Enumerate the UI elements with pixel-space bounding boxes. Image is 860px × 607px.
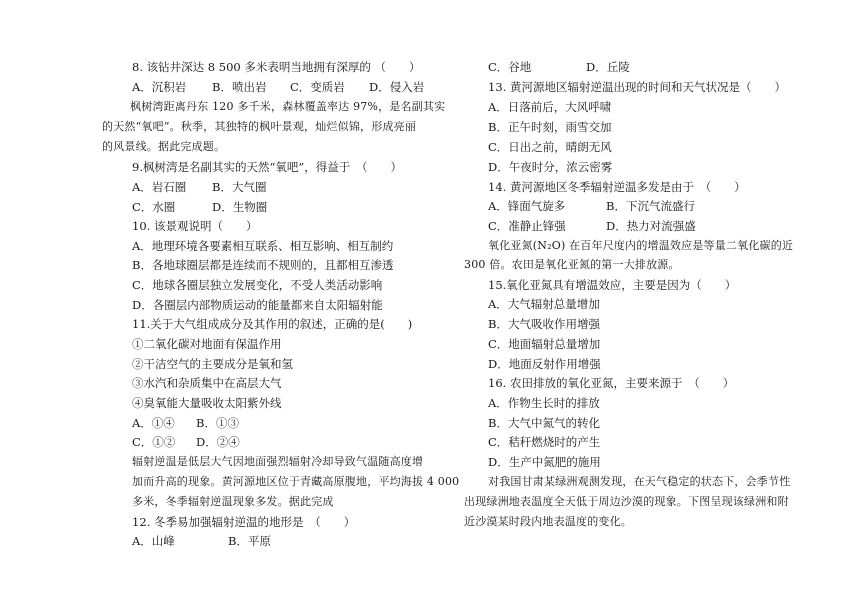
q10-option-c: C．地球各圈层独立发展变化，不受人类活动影响 — [132, 278, 383, 292]
q10-stem: 10. 该景观说明（ ） — [132, 219, 258, 233]
q15-option-c: C．地面辐射总量增加 — [488, 337, 601, 351]
q15-option-a: A．大气辐射总量增加 — [488, 297, 600, 311]
q15-stem: 15.氧化亚氮具有增温效应，主要是因为（ ） — [488, 278, 737, 292]
q11-option-d: D．②④ — [196, 435, 240, 449]
q10-option-d: D．各圈层内部物质运动的能量都来自太阳辐射能 — [132, 298, 383, 312]
passage2-line1: 辐射逆温是低层大气因地面强烈辐射冷却导致气温随高度增 — [132, 455, 424, 468]
passage1-line3: 的风景线。据此完成题。 — [102, 140, 226, 153]
q9-option-c: C．水圈 — [132, 200, 176, 214]
q8-option-c: C．变质岩 — [290, 80, 345, 94]
q9-option-b: B．大气圈 — [212, 180, 267, 194]
q9-stem: 9.枫树湾是名副其实的天然“氧吧”，得益于 （ ） — [132, 160, 402, 174]
q11-statement-2: ②干洁空气的主要成分是氧和氢 — [132, 357, 293, 371]
q12-option-a: A．山峰 — [132, 534, 175, 548]
q16-option-d: D．生产中氮肥的施用 — [488, 455, 601, 469]
q8-option-d: D．侵入岩 — [369, 80, 425, 94]
q12-option-b: B．平原 — [228, 534, 271, 548]
passage2-line3: 多米，冬季辐射逆温现象多发。据此完成 — [132, 495, 334, 508]
q12-stem: 12. 冬季易加强辐射逆温的地形是 （ ） — [132, 515, 356, 529]
q8-option-b: B．喷出岩 — [212, 80, 267, 94]
q13-option-a: A．日落前后，大风呼啸 — [488, 100, 612, 114]
q14-stem: 14. 黄河源地区冬季辐射逆温多发是由于 （ ） — [488, 180, 746, 194]
q9-option-d: D．生物圈 — [212, 200, 268, 214]
q12-option-c: C．谷地 — [488, 60, 532, 74]
q16-stem: 16. 农田排放的氧化亚氮，主要来源于 （ ） — [488, 376, 735, 390]
q14-option-b: B．下沉气流盛行 — [606, 199, 695, 213]
q14-option-c: C．准静止锋强 — [488, 219, 566, 233]
q14-option-a: A．锋面气旋多 — [488, 199, 566, 213]
q13-stem: 13. 黄河源地区辐射逆温出现的时间和天气状况是（ ） — [488, 80, 786, 94]
q11-option-a: A．①④ — [132, 416, 175, 430]
q11-option-b: B．①③ — [196, 416, 239, 430]
passage4-line2: 出现绿洲地表温度全天低于周边沙漠的现象。下图呈现该绿洲和附 — [464, 495, 789, 508]
passage4-line3: 近沙漠某时段内地表温度的变化。 — [464, 515, 632, 528]
q12-option-d: D．丘陵 — [586, 60, 630, 74]
q11-statement-1: ①二氧化碳对地面有保温作用 — [132, 337, 282, 351]
q16-option-b: B．大气中氮气的转化 — [488, 416, 600, 430]
q15-option-d: D．地面反射作用增强 — [488, 357, 601, 371]
q16-option-a: A．作物生长时的排放 — [488, 396, 600, 410]
q11-statement-3: ③水汽和杂质集中在高层大气 — [132, 376, 282, 390]
q10-option-a: A．地理环境各要素相互联系、相互影响、相互制约 — [132, 239, 394, 253]
passage4-line1: 对我国甘肃某绿洲观测发现，在天气稳定的状态下，会季节性 — [488, 475, 791, 488]
q10-option-b: B．各地球圈层都是连续而不规则的，且都相互渗透 — [132, 258, 394, 272]
q16-option-c: C．秸秆燃烧时的产生 — [488, 435, 601, 449]
q9-option-a: A．岩石圈 — [132, 180, 187, 194]
passage1-line1: 枫树湾距离丹东 120 多千米，森林覆盖率达 97%，是名副其实 — [130, 100, 446, 113]
q13-option-c: C．日出之前，晴朗无风 — [488, 140, 612, 154]
passage3-line2: 300 倍。农田是氧化亚氮的第一大排放源。 — [464, 258, 680, 271]
q14-option-d: D．热力对流强盛 — [606, 219, 696, 233]
q11-option-c: C．①② — [132, 435, 176, 449]
q8-stem: 8. 该钻井深达 8 500 多米表明当地拥有深厚的 （ ） — [132, 60, 421, 74]
q13-option-b: B．正午时刻，雨雪交加 — [488, 120, 612, 134]
q11-statement-4: ④臭氧能大量吸收太阳紫外线 — [132, 396, 282, 410]
passage3-line1: 氧化亚氮(N₂O) 在百年尺度内的增温效应是等量二氧化碳的近 — [488, 239, 794, 252]
q8-option-a: A．沉积岩 — [132, 80, 187, 94]
q15-option-b: B．大气吸收作用增强 — [488, 317, 600, 331]
q11-stem: 11.关于大气组成成分及其作用的叙述，正确的是( ) — [132, 317, 413, 331]
passage1-line2: 的天然“氧吧”。秋季，其独特的枫叶景观，灿烂似锦，形成亮丽 — [102, 120, 417, 133]
q13-option-d: D．午夜时分，浓云密雾 — [488, 160, 613, 174]
passage2-line2: 加而升高的现象。黄河源地区位于青藏高原腹地，平均海拔 4 000 — [132, 475, 460, 488]
